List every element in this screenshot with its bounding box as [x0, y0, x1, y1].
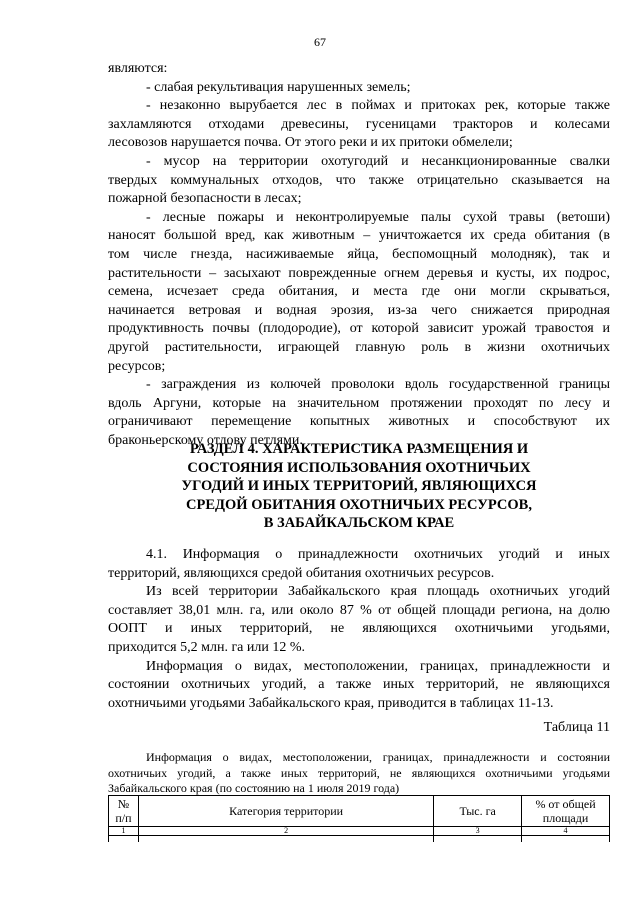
paragraph-line: продуктивность почвы (плодородие), от которой зависит урожай травостоя и — [108, 321, 610, 337]
column-number-4: 4 — [522, 827, 610, 836]
paragraph-line: - лесные пожары и неконтролируемые палы сухой травы (ветоши) — [146, 209, 610, 225]
heading-line: СРЕДОЙ ОБИТАНИЯ ОХОТНИЧЬИХ РЕСУРСОВ, — [186, 496, 532, 513]
table-caption — [108, 750, 610, 797]
continuation-cell — [522, 836, 610, 843]
continuation-cell — [109, 836, 139, 843]
header-number: № п/п — [109, 796, 139, 827]
heading-line: РАЗДЕЛ 4. ХАРАКТЕРИСТИКА РАЗМЕЩЕНИЯ И — [189, 441, 529, 457]
paragraph-line: территорий, являющихся средой обитания охотничьих ресурсов. — [108, 565, 495, 581]
paragraph-line: браконьерскому отлову петлями. — [108, 432, 303, 448]
column-number-3: 3 — [434, 827, 522, 836]
paragraph-line: твердых коммунальных отходов, что также отрицательно сказывается на — [108, 172, 610, 188]
caption-line: охотничьих угодий, а также иных территорий, не являющихся охотничьими угодьями — [108, 765, 610, 780]
header-category: Категория территории — [138, 796, 433, 827]
paragraph-line: начинается ветровая и водная эрозия, из-за чего снижается природная — [108, 302, 610, 318]
paragraph-line: - заграждения из колючей проволоки вдоль государственной границы — [146, 377, 610, 393]
heading-line: СОСТОЯНИЯ ИСПОЛЬЗОВАНИЯ ОХОТНИЧЬИХ — [187, 459, 531, 476]
paragraph-line: Информация о видах, местоположении, границах, принадлежности и — [146, 658, 610, 674]
header-percent: % от общей площади — [522, 796, 610, 827]
header-thousand-ha: Тыс. га — [434, 796, 522, 827]
heading-line: УГОДИЙ И ИНЫХ ТЕРРИТОРИЙ, ЯВЛЯЮЩИХСЯ — [181, 478, 537, 494]
paragraph-line: другой растительности, играющей главную роль в жизни охотничьих — [108, 339, 610, 355]
table-column-number-row — [109, 827, 610, 836]
paragraph-line: приходится 5,2 млн. га или 12 %. — [108, 639, 306, 655]
paragraph-line: семена, исчезает среда обитания, и места где они могли скрываться, — [108, 284, 610, 300]
section-4-1-text — [108, 546, 610, 713]
paragraph-line: - мусор на территории охотугодий и несанкционированные свалки — [146, 153, 610, 169]
column-number-1: 1 — [109, 827, 139, 836]
paragraph-line: - незаконно вырубается лес в поймах и притоках рек, которые также — [146, 98, 610, 114]
page-number: 67 — [314, 35, 326, 49]
data-table — [108, 795, 610, 842]
caption-line: Забайкальского края (по состоянию на 1 июля 2019 года) — [108, 781, 400, 795]
paragraph-line: охотничьими угодьями Забайкальского края, приводится в таблицах 11-13. — [108, 695, 554, 711]
paragraph-line: лесовозов нарушается почва. От этого реки и их притоки обмелели; — [108, 135, 513, 151]
paragraph-line: 4.1. Информация о принадлежности охотничьих угодий и иных — [146, 547, 610, 562]
paragraph-line: состоянии охотничьих угодий, а также иных территорий, не являющихся — [108, 677, 610, 693]
caption-line: Информация о видах, местоположении, границах, принадлежности и состоянии — [146, 750, 610, 764]
paragraph-line: Из всей территории Забайкальского края площадь охотничьих угодий — [146, 584, 610, 600]
paragraph-line: - слабая рекультивация нарушенных земель; — [146, 79, 411, 95]
paragraph-line: ограничивают перемещение копытных животных и способствуют их — [108, 414, 610, 430]
section-heading — [108, 440, 610, 533]
paragraph-line: ООПТ и иных территорий, не являющихся охотничьими угодьями, — [108, 621, 610, 637]
body-text — [108, 60, 610, 450]
paragraph-line: вдоль Аргуни, которые на значительном протяжении проходят по лесу и — [108, 395, 610, 411]
paragraph-line: растительности – засыхают поврежденные огнем деревья и кусты, их подрос, — [108, 265, 610, 281]
paragraph-line: том числе гнезда, насиживаемые яйца, беспомощный молодняк), так и — [108, 246, 610, 262]
paragraph-line: составляет 38,01 млн. га, или около 87 % от общей площади региона, на долю — [108, 602, 610, 618]
continuation-cell — [434, 836, 522, 843]
table-label: Таблица 11 — [543, 720, 610, 735]
continuation-cell — [138, 836, 433, 843]
paragraph-line: являются: — [108, 61, 168, 76]
table-continuation-row — [109, 836, 610, 843]
paragraph-line: ресурсов; — [108, 358, 166, 374]
paragraph-line: пожарной безопасности в лесах; — [108, 191, 302, 207]
column-number-2: 2 — [138, 827, 433, 836]
table-header-row — [109, 796, 610, 827]
paragraph-line: наносят большой вред, как животным – уничтожается их среда обитания (в — [108, 228, 610, 244]
heading-line: В ЗАБАЙКАЛЬСКОМ КРАЕ — [263, 515, 455, 531]
paragraph-line: захламляются отходами древесины, гусеницами тракторов и колесами — [108, 116, 610, 132]
